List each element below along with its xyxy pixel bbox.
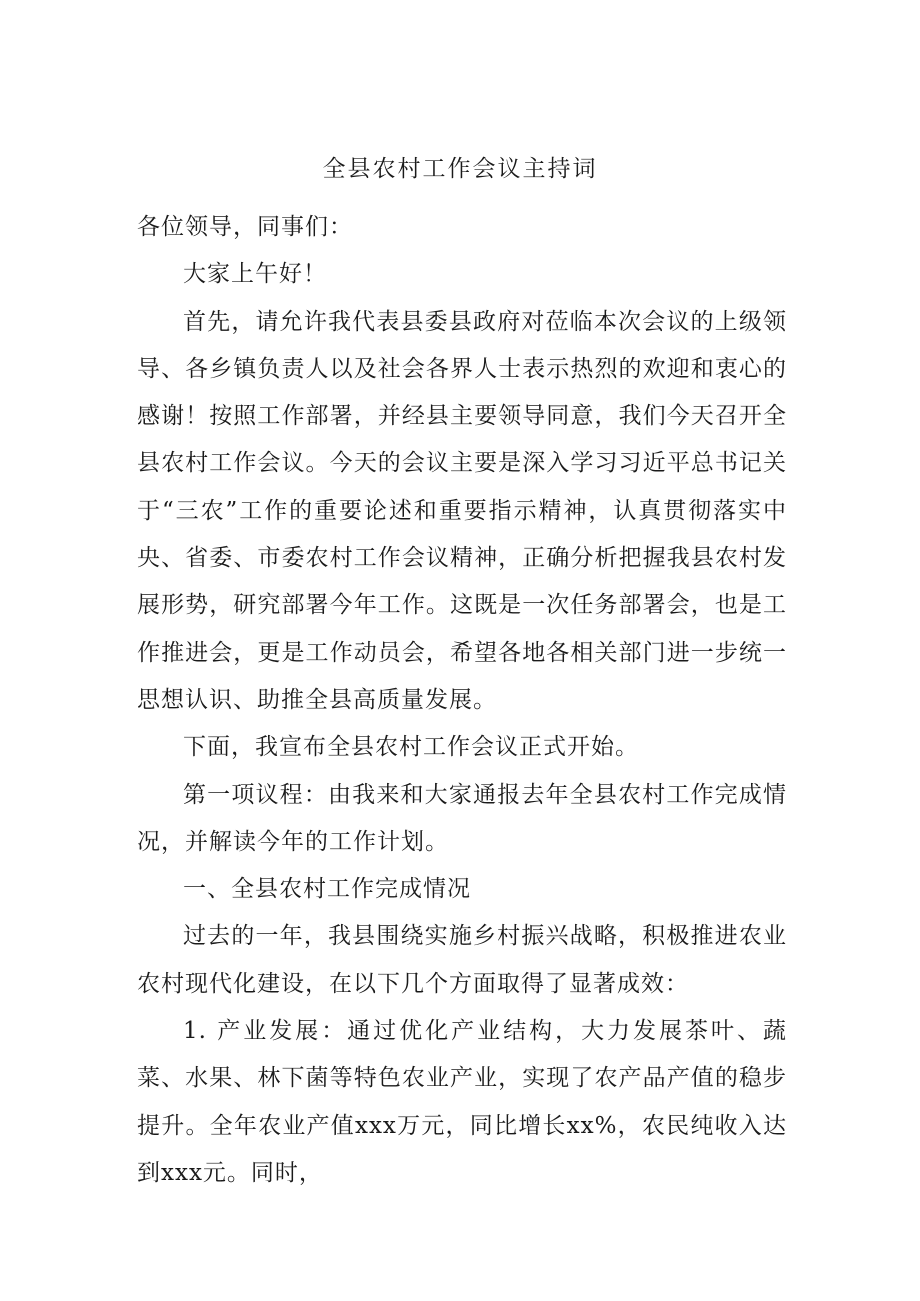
section-heading: 一、全县农村工作完成情况 <box>183 876 471 903</box>
paragraph-greeting: 大家上午好！ <box>183 261 327 288</box>
paragraph-announcement: 下面，我宣布全县农村工作会议正式开始。 <box>183 734 639 761</box>
salutation: 各位领导，同事们： <box>137 214 353 240</box>
paragraph-agenda-item-1: 第一项议程：由我来和大家通报去年全县农村工作完成情况，并解读今年的工作计划。 <box>137 781 787 855</box>
document-title: 全县农村工作会议主持词 <box>322 156 598 182</box>
document-body <box>137 204 787 1197</box>
paragraph-opening: 首先，请允许我代表县委县政府对莅临本次会议的上级领导、各乡镇负责人以及社会各界人士表示热烈的欢迎和衷心的感谢！按照工作部署，并经县主要领导同意，我们今天召开全县农村工作会议。今天的会议主要是深入学习习近平总书记关于“三农”工作的重要论述和重要指示精神，认真贯彻落实中央、省委、市委农村工作会议精神，正确分析把握我县农村发展形势，研究部署今年工作。这既是一次任务部署会，也是工作推进会，更是工作动员会，希望各地各相关部门进一步统一思想认识、助推全县高质量发展。 <box>137 308 787 713</box>
paragraph-industry: 1. 产业发展：通过优化产业结构，大力发展茶叶、蔬菜、水果、林下菌等特色农业产业，实现了农产品产值的稳步提升。全年农业产值xxx万元，同比增长xx%，农民纯收入达到xxx元。同时， <box>137 1018 787 1186</box>
paragraph-summary: 过去的一年，我县围绕实施乡村振兴战略，积极推进农业农村现代化建设，在以下几个方面取得了显著成效： <box>137 923 787 997</box>
